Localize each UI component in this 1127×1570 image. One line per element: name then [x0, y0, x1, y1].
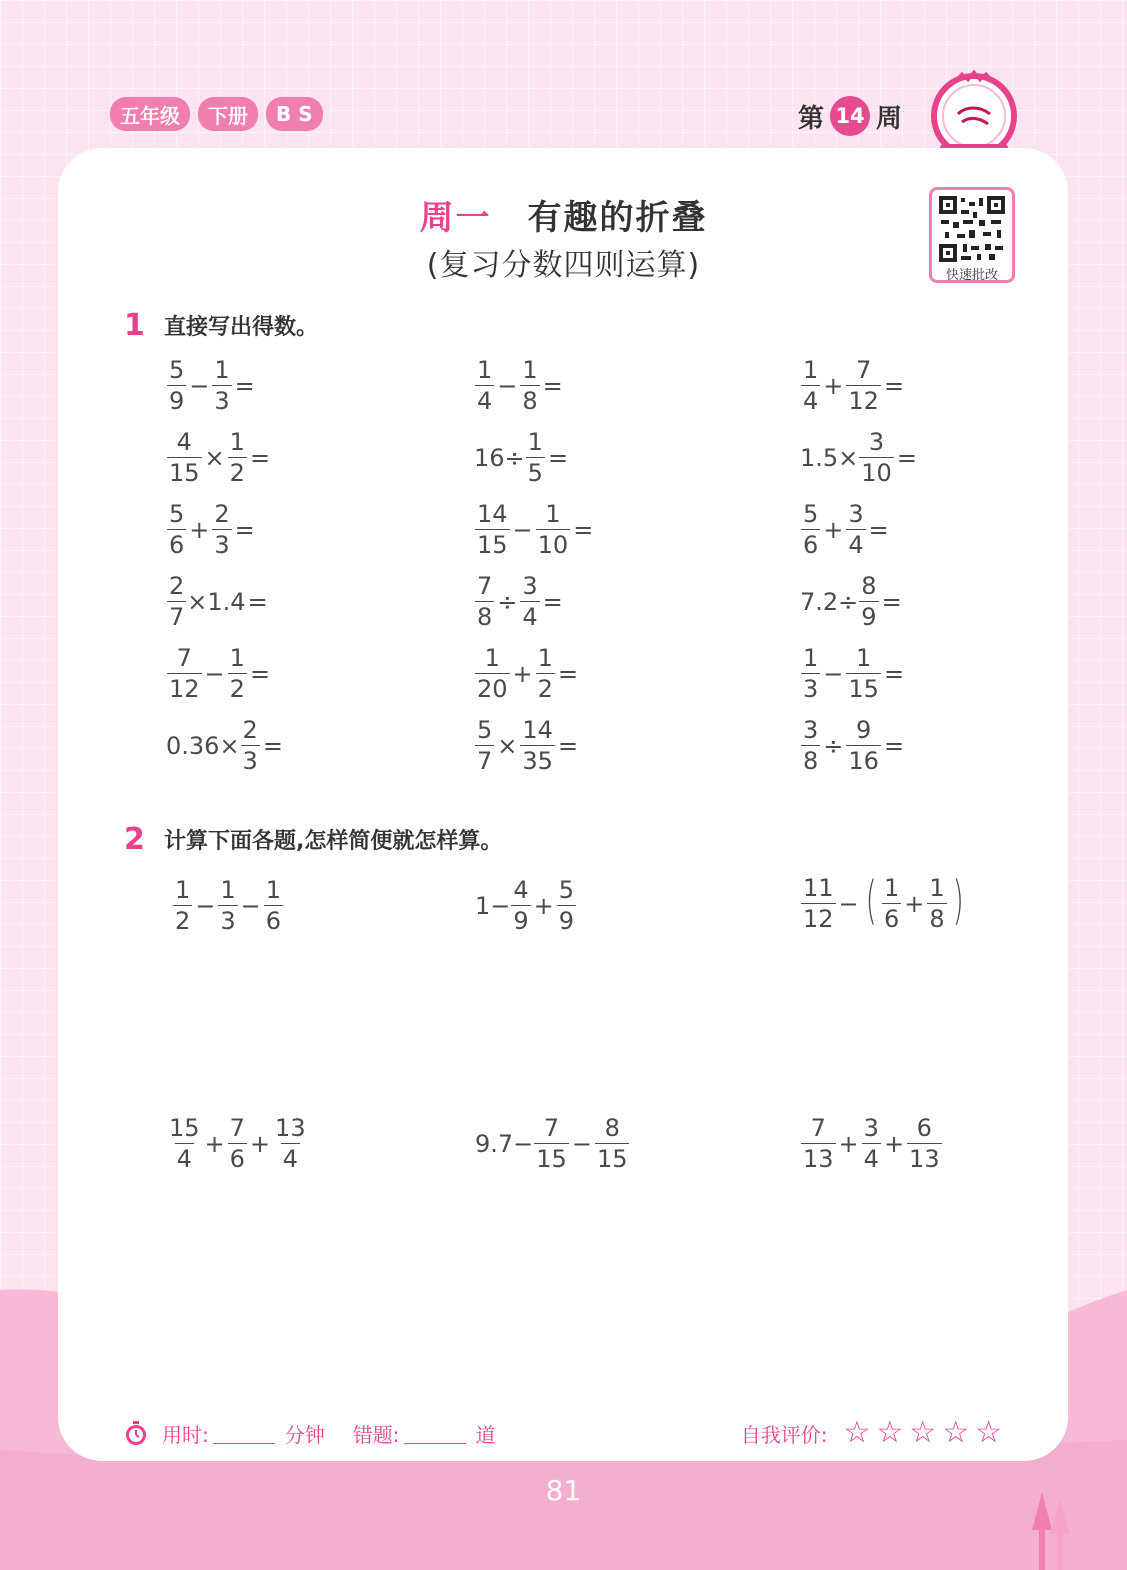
lesson-name: 有趣的折叠	[527, 198, 708, 238]
oral-calc-item: 1 20 + $\frac{1}{2}$ =	[477, 644, 579, 703]
fraction: $\frac{4}{9}$	[513, 876, 529, 935]
equals-sign: =	[542, 371, 563, 400]
fraction: 7 13	[803, 1114, 834, 1173]
oral-calc-item: 7 12 − $\frac{1}{2}$ =	[169, 644, 271, 703]
fraction: 1 4	[477, 356, 493, 415]
fraction: $\frac{1}{15}$	[848, 644, 879, 703]
time-blank[interactable]	[213, 1422, 275, 1444]
calc-expression-6: 7 13 + $\frac{3}{4}$ + $\frac{6}{13}$	[803, 1114, 940, 1173]
qr-code-box[interactable]	[929, 187, 1015, 283]
equals-sign: =	[881, 587, 902, 616]
equals-sign: =	[542, 587, 563, 616]
equals-sign: =	[234, 515, 255, 544]
fraction: $\frac{1}{2}$	[537, 644, 553, 703]
question-instruction: 计算下面各题,怎样简便就怎样算。	[164, 829, 503, 854]
calc-expression-1: 1 2 − $\frac{1}{3}$ − $\frac{1}{6}$	[175, 876, 282, 935]
oral-calc-item: 1.5× $\frac{3}{10}$ =	[800, 428, 917, 487]
error-unit: 道	[475, 1422, 496, 1447]
fraction: $\frac{8}{15}$	[596, 1114, 628, 1173]
fraction: 5 6	[169, 500, 185, 559]
fraction: 11 12	[803, 874, 834, 933]
qr-label: 快速批改	[945, 268, 998, 283]
fraction: 1 6	[883, 874, 900, 933]
rating-star[interactable]: ☆	[843, 1415, 871, 1450]
fraction: $\frac{1}{6}$	[265, 876, 282, 935]
fraction: $\frac{3}{10}$	[861, 428, 892, 487]
self-rating	[740, 1415, 1002, 1450]
volume-tag: 下册	[198, 97, 258, 131]
rating-star[interactable]: ☆	[909, 1415, 937, 1450]
fraction: 1 2	[175, 876, 191, 935]
question-2-heading	[124, 822, 502, 857]
fraction: 5 9	[169, 356, 185, 415]
equals-sign: =	[557, 731, 579, 760]
fraction: $\frac{3}{4}$	[522, 572, 538, 631]
fraction: $\frac{5}{7}$	[477, 716, 493, 775]
day-label: 周一	[419, 198, 492, 238]
question-number: 1	[124, 308, 145, 343]
equals-sign: =	[557, 659, 579, 688]
equals-sign: =	[247, 587, 268, 616]
oral-calc-item: 14 15 − $\frac{1}{10}$ =	[477, 500, 594, 559]
fraction: $\frac{1}{2}$	[229, 428, 245, 487]
oral-calc-item: $\frac{4}{15}$ × $\frac{1}{2}$ =	[169, 428, 271, 487]
oral-calc-item: 0.36× $\frac{2}{3}$ =	[166, 716, 283, 775]
fraction: $\frac{3}{4}$	[863, 1114, 879, 1173]
fraction: 1 20	[477, 644, 508, 703]
oral-calc-item: 1 4 − $\frac{1}{8}$ =	[477, 356, 563, 415]
fraction: $\frac{1}{8}$	[929, 874, 945, 933]
fraction: $\frac{1}{3}$	[220, 876, 236, 935]
oral-calc-item: 16÷ $\frac{1}{5}$ =	[474, 428, 569, 487]
calc-expression-3: 11 12 − ( 1 6 + $\frac{1}{8}$ )	[803, 870, 964, 933]
rating-star[interactable]: ☆	[975, 1415, 1002, 1450]
worksheet-footer	[122, 1415, 1002, 1450]
fraction: $\frac{13}{4}$	[275, 1114, 306, 1173]
fraction: $\frac{7}{8}$	[477, 572, 493, 631]
fraction: $\frac{5}{9}$	[558, 876, 575, 935]
fraction: $\frac{1}{5}$	[527, 428, 543, 487]
stopwatch-icon	[122, 1419, 150, 1447]
equals-sign: =	[883, 659, 905, 688]
oral-calc-item: 5 6 + $\frac{2}{3}$ =	[169, 500, 255, 559]
equals-sign: =	[883, 731, 905, 760]
fraction: $\frac{1}{2}$	[229, 644, 245, 703]
fraction: $\frac{3}{8}$	[803, 716, 819, 775]
fraction: $\frac{3}{4}$	[848, 500, 864, 559]
arrow-up-icon	[1030, 1490, 1075, 1570]
fraction: $\frac{7}{6}$	[229, 1114, 245, 1173]
calc-expression-4: 15 4 + $\frac{7}{6}$ + $\frac{13}{4}$	[169, 1114, 306, 1173]
fraction: 7 12	[169, 644, 200, 703]
fraction: $\frac{1}{8}$	[522, 356, 538, 415]
time-label: 用时:	[162, 1422, 209, 1447]
qr-code-icon	[939, 196, 1005, 262]
fraction: 15 4	[169, 1114, 200, 1173]
question-instruction: 直接写出得数。	[164, 315, 319, 340]
fraction: $\frac{14}{35}$	[522, 716, 553, 775]
time-unit: 分钟	[284, 1422, 325, 1447]
week-prefix: 第	[798, 103, 825, 134]
fraction: 14 15	[477, 500, 508, 559]
question-number: 2	[124, 822, 145, 857]
oral-calc-item: 5 9 − $\frac{1}{3}$ =	[169, 356, 255, 415]
equals-sign: =	[883, 371, 905, 400]
fraction: $\frac{2}{3}$	[242, 716, 258, 775]
question-1-heading	[124, 308, 318, 343]
week-indicator	[798, 96, 902, 136]
fraction: $\frac{9}{16}$	[848, 716, 879, 775]
error-blank[interactable]	[404, 1422, 466, 1444]
rating-star[interactable]: ☆	[942, 1415, 970, 1450]
fraction: $\frac{2}{3}$	[214, 500, 230, 559]
rating-label: 自我评价:	[740, 1422, 828, 1447]
grade-tags	[110, 97, 323, 131]
equals-sign: =	[249, 443, 271, 472]
fraction: $\frac{7}{12}$	[848, 356, 879, 415]
fraction: $\frac{4}{15}$	[169, 428, 200, 487]
oral-calc-item: $\frac{3}{8}$ ÷ $\frac{9}{16}$ =	[803, 716, 905, 775]
oral-calc-item: 1 4 + $\frac{7}{12}$ =	[803, 356, 905, 415]
fraction: $\frac{7}{15}$	[536, 1114, 567, 1173]
oral-calc-item: 5 6 + $\frac{3}{4}$ =	[803, 500, 889, 559]
oral-calc-item: 7.2÷ $\frac{8}{9}$ =	[800, 572, 902, 631]
fraction: $\frac{1}{3}$	[214, 356, 230, 415]
week-suffix: 周	[876, 103, 903, 134]
week-number-badge: 14	[830, 96, 870, 136]
oral-calc-item: 1 3 − $\frac{1}{15}$ =	[803, 644, 905, 703]
equals-sign: =	[234, 371, 255, 400]
equals-sign: =	[547, 443, 569, 472]
equals-sign: =	[573, 515, 594, 544]
oral-calc-item: $\frac{7}{8}$ ÷ $\frac{3}{4}$ =	[477, 572, 563, 631]
page-number: 81	[545, 1474, 582, 1507]
fraction: 5 6	[803, 500, 819, 559]
fraction: $\frac{2}{7}$	[169, 572, 185, 631]
rating-star[interactable]: ☆	[876, 1415, 904, 1450]
oral-calc-item: $\frac{5}{7}$ × $\frac{14}{35}$ =	[477, 716, 579, 775]
oral-calc-item: $\frac{2}{7}$ ×1.4 =	[169, 572, 268, 631]
fraction: 1 3	[803, 644, 819, 703]
error-label: 错题:	[352, 1422, 400, 1447]
fraction: $\frac{8}{9}$	[861, 572, 877, 631]
edition-tag: B S	[266, 97, 323, 131]
equals-sign: =	[249, 659, 271, 688]
equals-sign: =	[868, 515, 889, 544]
grade-tag: 五年级	[110, 97, 190, 131]
fraction: $\frac{6}{13}$	[909, 1114, 940, 1173]
fraction: 1 4	[803, 356, 819, 415]
calc-expression-5: 9.7− $\frac{7}{15}$ − $\frac{8}{15}$	[475, 1114, 628, 1173]
lesson-subtitle: (复习分数四则运算)	[426, 248, 701, 283]
calc-expression-2: 1− $\frac{4}{9}$ + $\frac{5}{9}$	[475, 876, 575, 935]
fraction: $\frac{1}{10}$	[537, 500, 569, 559]
equals-sign: =	[262, 731, 283, 760]
worksheet-card	[58, 148, 1068, 1461]
equals-sign: =	[896, 443, 917, 472]
